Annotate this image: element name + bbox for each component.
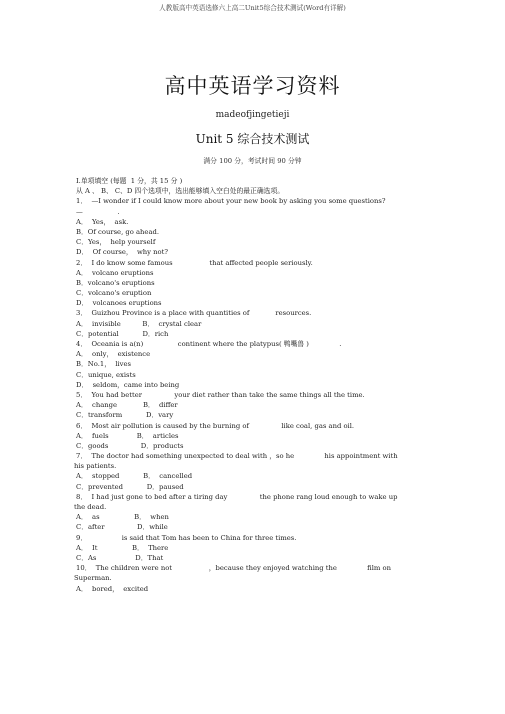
score-note: 满分 100 分，考试时间 90 分钟	[203, 157, 302, 165]
option-line: B．No.1， lives	[76, 360, 132, 369]
option-line: C．As D．That	[76, 553, 164, 562]
question-line-continued: his patients.	[74, 462, 117, 471]
exam-content	[76, 176, 426, 594]
option-line: B．volcano's eruptions	[76, 278, 155, 287]
option-line: A． It B． There	[76, 543, 169, 552]
option-line: A． bored， excited	[76, 584, 149, 593]
question-line: 8． I had just gone to bed after a tiring day the phone rang loud enough to wake up	[76, 492, 398, 501]
option-line: D． Of course， why not?	[76, 248, 169, 257]
question-line: 4． Oceania is a(n) continent where the platypus( 鸭嘴兽 ) .	[76, 340, 342, 348]
document-header-title: 人教版高中英语选修六上高二Unit5综合技术测试(Word有详解)	[159, 4, 346, 12]
option-line: C．volcano's eruption	[76, 289, 152, 298]
question-line: 9． is said that Tom has been to China for three times.	[76, 533, 297, 542]
option-line: B．Of course, go ahead.	[76, 227, 160, 236]
option-line: A． invisible B． crystal clear	[76, 319, 202, 328]
option-line: A． change B． differ	[76, 401, 178, 410]
question-line: 1． —I wonder if I could know more about your new book by asking you some questions?	[76, 197, 386, 206]
option-line: C．transform D．vary	[76, 411, 174, 420]
option-line: C．potential D．rich	[76, 329, 169, 338]
option-line: A． stopped B． cancelled	[76, 472, 193, 481]
option-line: C．goods D．products	[76, 441, 184, 450]
question-line: 10． The children were not ，because they enjoyed watching the film on	[76, 564, 391, 573]
page-title: 高中英语学习资料	[164, 74, 341, 98]
section-instructions: 从 A 、 B、 C、D 四个选项中，选出能够填入空白处的最正确选项。	[76, 187, 285, 196]
question-line: — .	[76, 207, 120, 216]
option-line: C．prevented D．paused	[76, 482, 184, 491]
question-line-continued: the dead.	[74, 503, 107, 511]
option-line: D． volcanoes eruptions	[76, 299, 162, 308]
option-line: A． fuels B． articles	[76, 431, 179, 440]
option-line: A． only， existence	[76, 350, 151, 359]
question-line: 7． The doctor had something unexpected to deal with ，so he his appointment with	[76, 452, 398, 461]
section-heading: Ⅰ.单项填空 (每题 1 分，共 15 分 )	[76, 177, 183, 185]
option-line: D． seldom，came into being	[76, 380, 180, 389]
option-line: C．unique, exists	[76, 370, 136, 379]
option-line: A． volcano eruptions	[76, 268, 154, 277]
option-line: A． as B． when	[76, 513, 169, 522]
option-line: C．Yes， help yourself	[76, 238, 156, 247]
question-line: 3． Guizhou Province is a place with quantities of resources.	[76, 309, 312, 318]
question-line-continued: Superman.	[74, 574, 112, 583]
question-line: 6． Most air pollution is caused by the burning of like coal, gas and oil.	[76, 421, 355, 430]
question-line: 5． You had better your diet rather than take the same things all the time.	[76, 390, 365, 399]
question-line: 2． I do know some famous that affected people seriously.	[76, 258, 313, 267]
byline: madeofjingetieji	[215, 110, 290, 120]
option-line: C．after D．while	[76, 523, 168, 532]
unit-heading: Unit 5 综合技术测试	[195, 132, 310, 146]
option-line: A． Yes， ask.	[76, 217, 129, 226]
